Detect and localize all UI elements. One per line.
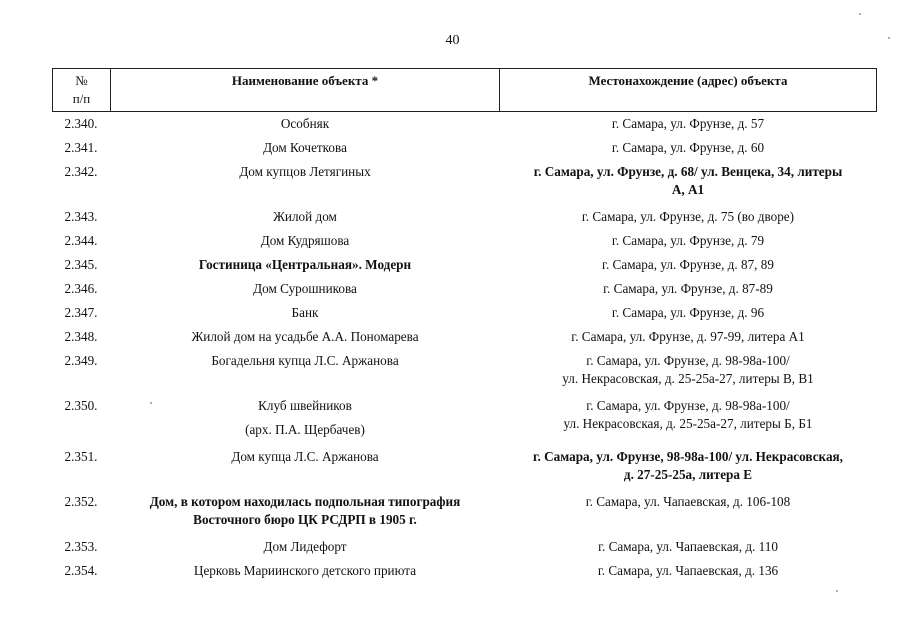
row-number: 2.353. — [64, 539, 98, 554]
object-name-line: Восточного бюро ЦК РСДРП в 1905 г. — [193, 512, 417, 527]
row-number: 2.346. — [64, 281, 98, 296]
object-name-line: Клуб швейников — [258, 398, 352, 413]
object-name-line: Дом Кудряшова — [260, 233, 350, 248]
row-number: 2.341. — [64, 140, 98, 155]
row-number: 2.345. — [64, 257, 98, 272]
scan-speck — [836, 590, 838, 592]
header-object-name: Наименование объекта * — [111, 69, 500, 112]
heritage-objects-table-container — [52, 68, 864, 583]
object-address-line: г. Самара, ул. Чапаевская, д. 136 — [597, 563, 779, 578]
row-object-name — [111, 559, 500, 583]
table-row — [53, 112, 877, 137]
row-number: 2.348. — [64, 329, 98, 344]
row-object-name — [111, 229, 500, 253]
table-row — [53, 445, 877, 490]
row-object-address — [500, 490, 877, 535]
row-object-address — [500, 445, 877, 490]
heritage-objects-table — [52, 68, 877, 583]
object-name-line: Дом Кочеткова — [263, 140, 347, 155]
row-object-address — [500, 136, 877, 160]
object-name-line: Дом, в котором находилась подпольная типография — [149, 494, 461, 509]
table-row — [53, 136, 877, 160]
table-header-row — [53, 69, 877, 112]
row-object-address — [500, 394, 877, 445]
row-object-address — [500, 253, 877, 277]
table-row — [53, 535, 877, 559]
row-number: 2.349. — [64, 353, 98, 368]
row-object-name — [111, 535, 500, 559]
object-address-line: ул. Некрасовская, д. 25-25а-27, литеры Б, Б1 — [563, 416, 813, 431]
table-body — [53, 112, 877, 584]
row-object-name — [111, 394, 500, 445]
row-object-name — [111, 445, 500, 490]
row-object-address — [500, 112, 877, 137]
row-object-name — [111, 136, 500, 160]
scan-speck — [859, 13, 861, 15]
object-name-line: Гостиница «Центральная». Модерн — [198, 257, 412, 272]
table-row — [53, 490, 877, 535]
row-object-name — [111, 253, 500, 277]
object-address-line: г. Самара, ул. Чапаевская, д. 106-108 — [585, 494, 791, 509]
object-address-line: г. Самара, ул. Фрунзе, д. 98-98а-100/ — [586, 398, 790, 413]
row-number: 2.344. — [64, 233, 98, 248]
table-row — [53, 160, 877, 205]
table-row — [53, 277, 877, 301]
table-row — [53, 301, 877, 325]
object-address-line: г. Самара, ул. Фрунзе, д. 87, 89 — [602, 257, 774, 272]
row-number: 2.354. — [64, 563, 98, 578]
object-address-line: г. Самара, ул. Фрунзе, д. 98-98а-100/ — [586, 353, 790, 368]
row-number: 2.342. — [64, 164, 98, 179]
table-row — [53, 325, 877, 349]
row-object-address — [500, 301, 877, 325]
object-address-line: г. Самара, ул. Фрунзе, д. 60 — [611, 140, 765, 155]
scan-speck — [150, 402, 152, 404]
header-object-address: Местонахождение (адрес) объекта — [500, 69, 877, 112]
object-name-line: Жилой дом — [273, 209, 337, 224]
row-object-address — [500, 349, 877, 394]
row-number: 2.343. — [64, 209, 98, 224]
row-object-name — [111, 301, 500, 325]
table-row — [53, 394, 877, 445]
row-object-address — [500, 277, 877, 301]
object-address-line: г. Самара, ул. Фрунзе, 98-98а-100/ ул. Некрасовская, — [533, 449, 843, 464]
row-object-name — [111, 325, 500, 349]
table-row — [53, 559, 877, 583]
object-name-line: Церковь Мариинского детского приюта — [193, 563, 417, 578]
object-name-line: Дом Лидефорт — [263, 539, 347, 554]
table-row — [53, 253, 877, 277]
object-address-line: А, А1 — [671, 182, 705, 197]
row-number: 2.347. — [64, 305, 98, 320]
header-number-abbrev: п/п — [72, 91, 91, 106]
object-name-line: (арх. П.А. Щербачев) — [245, 422, 365, 437]
object-name-line: Банк — [291, 305, 319, 320]
row-object-address — [500, 160, 877, 205]
table-row — [53, 229, 877, 253]
object-address-line: г. Самара, ул. Фрунзе, д. 79 — [611, 233, 765, 248]
row-number: 2.350. — [64, 398, 98, 413]
object-address-line: д. 27-25-25а, литера Е — [623, 467, 753, 482]
object-name-line: Жилой дом на усадьбе А.А. Пономарева — [191, 329, 419, 344]
row-object-name — [111, 277, 500, 301]
object-address-line: г. Самара, ул. Чапаевская, д. 110 — [598, 539, 778, 554]
object-address-line: г. Самара, ул. Фрунзе, д. 97-99, литера А1 — [571, 329, 805, 344]
row-object-name — [111, 205, 500, 229]
row-object-address — [500, 229, 877, 253]
object-address-line: г. Самара, ул. Фрунзе, д. 75 (во дворе) — [581, 209, 795, 224]
row-object-address — [500, 559, 877, 583]
object-address-line: г. Самара, ул. Фрунзе, д. 96 — [611, 305, 765, 320]
row-number: 2.340. — [64, 116, 98, 131]
object-address-line: г. Самара, ул. Фрунзе, д. 68/ ул. Венцека, 34, литеры — [533, 164, 843, 179]
object-name-line: Богадельня купца Л.С. Аржанова — [211, 353, 399, 368]
row-number: 2.351. — [64, 449, 98, 464]
scan-speck — [888, 37, 890, 39]
row-object-name — [111, 349, 500, 394]
object-name-line: Дом Сурошникова — [253, 281, 357, 296]
object-address-line: г. Самара, ул. Фрунзе, д. 57 — [611, 116, 765, 131]
row-object-name — [111, 112, 500, 137]
page-number: 40 — [445, 33, 460, 48]
header-number — [53, 69, 111, 112]
object-name-line: Особняк — [280, 116, 330, 131]
row-object-name — [111, 160, 500, 205]
object-address-line: г. Самара, ул. Фрунзе, д. 87-89 — [603, 281, 773, 296]
row-object-name — [111, 490, 500, 535]
row-object-address — [500, 205, 877, 229]
header-number-symbol: № — [75, 73, 88, 88]
object-name-line: Дом купцов Летягиных — [239, 164, 371, 179]
row-number: 2.352. — [64, 494, 98, 509]
object-address-line: ул. Некрасовская, д. 25-25а-27, литеры В, В1 — [562, 371, 814, 386]
table-row — [53, 349, 877, 394]
row-object-address — [500, 325, 877, 349]
table-row — [53, 205, 877, 229]
object-name-line: Дом купца Л.С. Аржанова — [231, 449, 379, 464]
row-object-address — [500, 535, 877, 559]
